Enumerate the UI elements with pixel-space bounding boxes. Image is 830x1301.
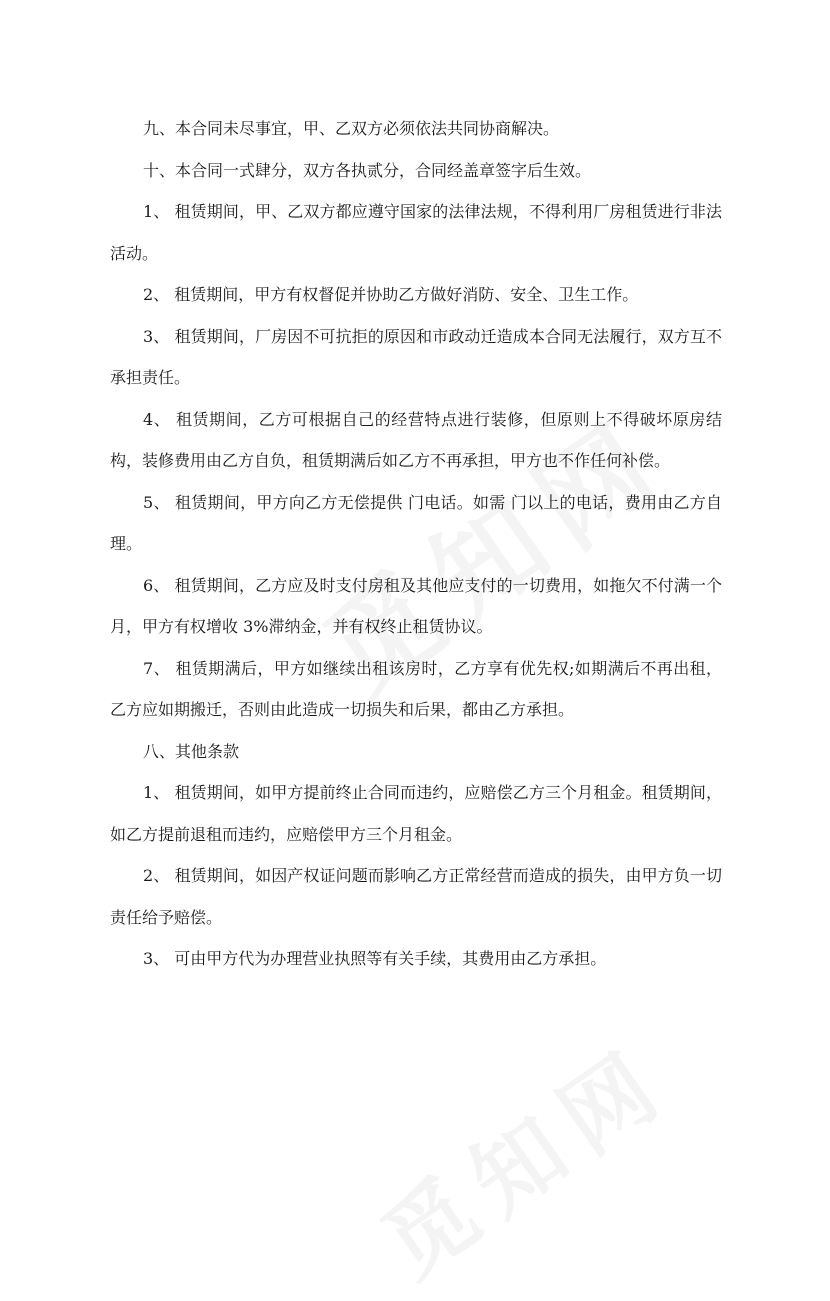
clause-9: 九、本合同未尽事宜，甲、乙双方必须依法共同协商解决。: [143, 119, 560, 138]
section-heading-other-terms: 八、其他条款: [143, 741, 240, 761]
term-item-7: 7、 租赁期满后，甲方如继续出租该房时，乙方享有优先权;如期满后不再出租，乙方应如期搬迁，否则由此造成一切损失和后果，都由乙方承担。: [110, 658, 722, 719]
contract-body: [110, 108, 722, 980]
term-item-4: 4、 租赁期间，乙方可根据自己的经营特点进行装修，但原则上不得破坏原房结构，装修费用由乙方自负，租赁期满后如乙方不再承担，甲方也不作任何补偿。: [110, 409, 722, 470]
term-item-2: 2、 租赁期间，甲方有权督促并协助乙方做好消防、安全、卫生工作。: [143, 285, 639, 304]
other-term-3: 3、 可由甲方代为办理营业执照等有关手续，其费用由乙方承担。: [143, 949, 607, 968]
term-item-1: 1、 租赁期间，甲、乙双方都应遵守国家的法律法规，不得利用厂房租赁进行非法活动。: [110, 202, 722, 263]
clause-10: 十、本合同一式肆分，双方各执贰分，合同经盖章签字后生效。: [143, 160, 592, 180]
term-item-3: 3、 租赁期间，厂房因不可抗拒的原因和市政动迁造成本合同无法履行，双方互不承担责任。: [110, 326, 722, 387]
other-term-2: 2、 租赁期间，如因产权证问题而影响乙方正常经营而造成的损失，由甲方负一切责任给予赔偿。: [110, 866, 722, 927]
term-item-5: 5、 租赁期间，甲方向乙方无偿提供 门电话。如需 门以上的电话，费用由乙方自理。: [110, 492, 722, 553]
watermark: [352, 1009, 692, 1301]
term-item-6: 6、 租赁期间，乙方应及时支付房租及其他应支付的一切费用，如拖欠不付满一个月，甲方有权增收 3%滞纳金，并有权终止租赁协议。: [110, 575, 722, 636]
other-term-1: 1、 租赁期间，如甲方提前终止合同而违约，应赔偿乙方三个月租金。租赁期间，如乙方提前退租而违约，应赔偿甲方三个月租金。: [110, 783, 722, 844]
